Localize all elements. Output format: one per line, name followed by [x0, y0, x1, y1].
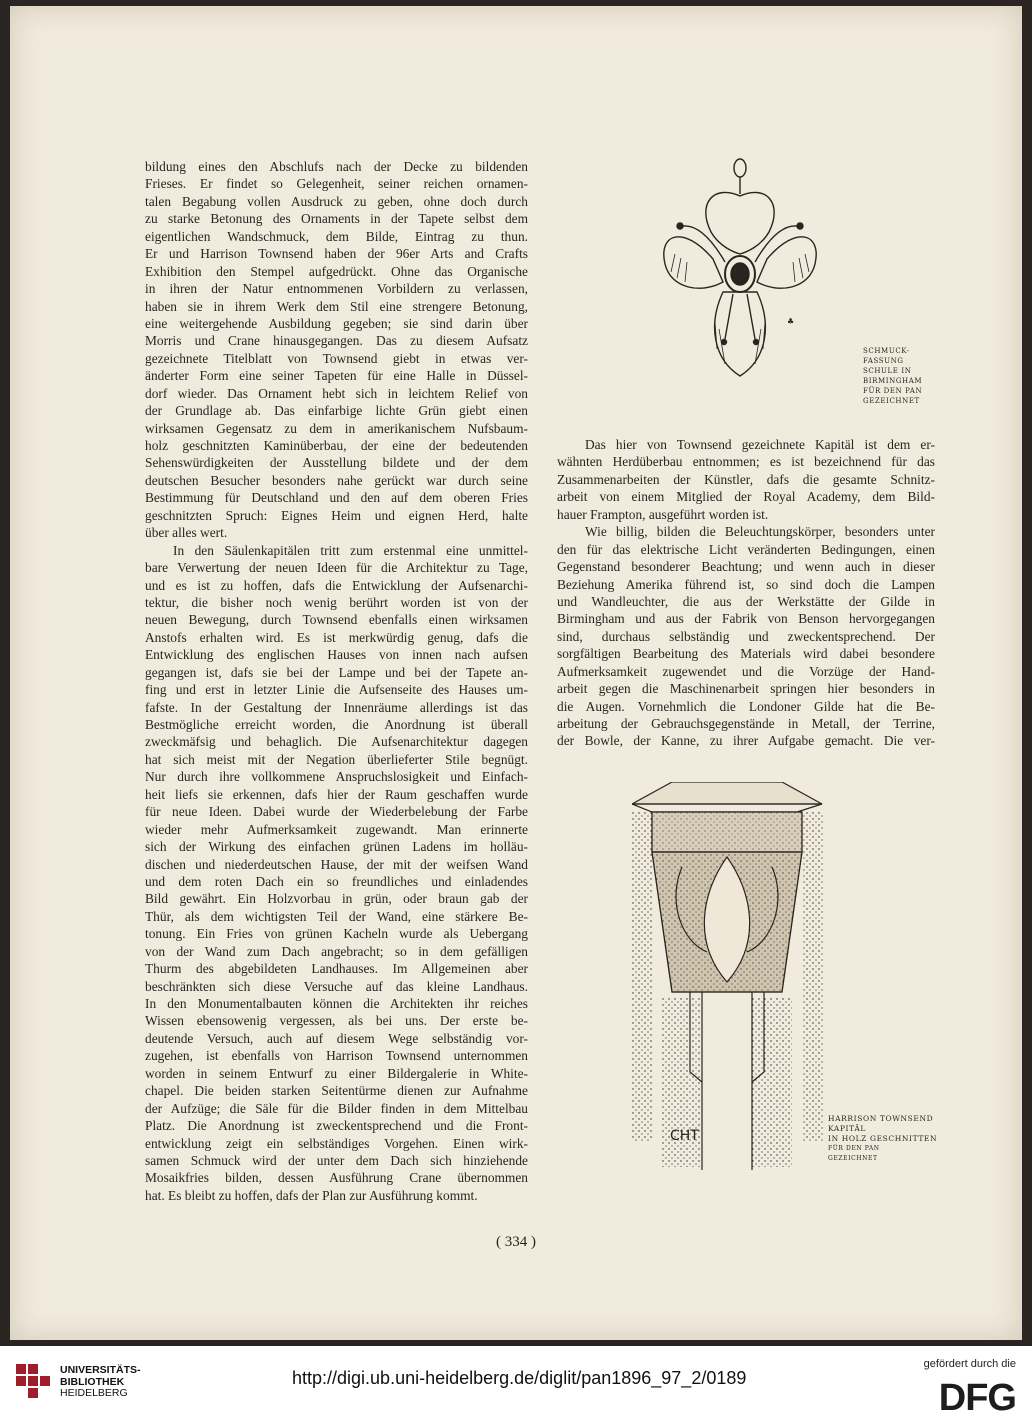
- svg-text:♣: ♣: [787, 317, 795, 326]
- text-line: Das hier von Townsend gezeichnete Kapitäl ist dem er-: [585, 437, 935, 452]
- text-line: Frieses. Er findet so Gelegenheit, seiner reichen ornamen-: [145, 176, 528, 192]
- caption-line: HARRISON TOWNSEND: [828, 1114, 934, 1123]
- text-line: Thurm des abgebildeten Landhauses. Im Allgemeinen aber: [145, 961, 528, 977]
- text-line: den für das elektrische Licht veränderten Bedingungen, einen: [557, 541, 935, 557]
- page-number-value: 334: [504, 1234, 528, 1250]
- text-line: wieder mehr Aufmerksamkeit zugewandt. Man erinnerte: [145, 821, 528, 837]
- text-line: haben sie in ihrem Werk dem Stil eine strengere Betonung,: [145, 298, 528, 314]
- caption-line: SCHMUCK-: [863, 347, 910, 355]
- library-line: UNIVERSITÄTS-: [60, 1364, 141, 1376]
- text-line: fing und erst in letzter Linie die Aufsenseite des Hauses um-: [145, 682, 528, 698]
- illustration-signature: CHT: [670, 1128, 699, 1144]
- text-line: Er und Harrison Townsend haben der 96er Arts and Crafts: [145, 246, 528, 262]
- text-line: zugehen, ist ebenfalls von Harrison Townsend unternommen: [145, 1048, 528, 1064]
- caption-line: KAPITÄL: [828, 1124, 866, 1133]
- text-line: In den Säulenkapitälen tritt zum erstenmal eine unmittel-: [173, 542, 528, 558]
- text-line: der Aufzüge; die Säle für die Bilder finden in dem Mittelbau: [145, 1100, 528, 1116]
- text-line: Beziehung Amerika führend ist, so sind doch die Lampen: [557, 576, 935, 592]
- text-line: deutschen Besucher besonders nahe gerückt war durch seine: [145, 472, 528, 488]
- text-line: arbeit von einem Mitglied der Royal Academy, dem Bild-: [557, 489, 935, 505]
- text-line: Wissen ebensowenig vergessen, als bei uns. Der erste be-: [145, 1013, 528, 1029]
- text-line: zweckmäfsig und behaglich. Die Aufsenarchitektur dagegen: [145, 734, 528, 750]
- text-line: bildung eines den Abschlufs nach der Decke zu bildenden: [145, 159, 528, 174]
- caption-line: IN HOLZ GESCHNITTEN: [828, 1134, 938, 1143]
- page-number-bracket-right: ): [527, 1234, 536, 1250]
- text-line: dorf wieder. Das Ornament hebt sich in leichtem Relief von: [145, 385, 528, 401]
- library-line: HEIDELBERG: [60, 1387, 128, 1399]
- source-url-link[interactable]: http://digi.ub.uni-heidelberg.de/diglit/pan1896_97_2/0189: [292, 1368, 747, 1388]
- text-line: wirksamen Gegensatz zu dem in amerikanischem Nufsbaum-: [145, 420, 528, 436]
- text-line: Anstofs erhalten wird. Es ist merkwürdig genug, dafs die: [145, 629, 528, 645]
- text-line: geschnitzten Spruch: Eignes Heim und eignen Herd, halte: [145, 507, 528, 523]
- text-line: die Augen. Vornehmlich die Londoner Gilde hat die Be-: [557, 698, 935, 714]
- text-line: Zusammenarbeiten der Künstler, dafs die gesamte Schnitz-: [557, 471, 935, 487]
- caption-line: FÜR DEN PAN: [828, 1145, 880, 1152]
- text-line: eine weitergehende Ausbildung gegeben; sie sind darin über: [145, 315, 528, 331]
- caption-line: GEZEICHNET: [828, 1155, 878, 1162]
- text-line: und dem roten Dach ein so freundliches und einladendes: [145, 873, 528, 889]
- text-line: holz geschnitzten Kaminüberbau, der eine der bedeutenden: [145, 438, 528, 453]
- library-line: BIBLIOTHEK: [60, 1375, 125, 1388]
- text-line: Bild gewährt. Ein Holzvorbau in grün, oder braun gab der: [145, 891, 528, 907]
- text-line: Entwicklung des englischen Hauses von innen nach aufsen: [145, 647, 528, 663]
- text-line: Morris und Crane hinausgegangen. Das zu diesem Aufsatz: [145, 333, 528, 349]
- text-line: wähnten Herdüberbau entnommen; es ist bezeichnend für das: [557, 454, 935, 470]
- text-line: gezeichnete Titelblatt von Townsend giebt in etwas ver-: [145, 350, 528, 366]
- text-line: sorgfältigen Bearbeitung des Materials wird dabei besondere: [557, 646, 935, 662]
- text-line: Birmingham und aus der Fabrik von Benson hervorgegangen: [557, 611, 935, 627]
- text-line: Gegenstand besonderer Beachtung; und wenn auch in dieser: [557, 559, 935, 575]
- text-line: sich der Wirkung des einfachen grünen Ladens im holläu-: [145, 839, 528, 855]
- text-line: fafste. In der Gestaltung der Innenräume allerdings ist das: [145, 699, 528, 715]
- caption-line: SCHULE IN: [863, 367, 912, 375]
- text-line: Nur durch ihre vollkommene Anspruchslosigkeit und Einfach-: [145, 769, 528, 785]
- text-line: über alles wert.: [145, 525, 228, 541]
- text-line: In den Monumentalbauten können die Architekten ihr reiches: [145, 996, 528, 1011]
- text-line: heit liefs sie erkennen, dafs hier der Raum geschaffen wurde: [145, 786, 528, 802]
- text-line: in ihren der Natur entnommenen Vorbildern zu verlassen,: [145, 281, 528, 297]
- text-line: chapel. Die beiden starken Seitentürme dienen zur Aufnahme: [145, 1083, 528, 1099]
- text-line: neuen Bewegung, durch Townsend ebenfalls einen wirksamen: [145, 612, 528, 628]
- university-library-name: [60, 1365, 141, 1400]
- text-line: Aufmerksamkeit zugewendet und die Vorzüge der Hand-: [557, 663, 935, 679]
- text-line: der Grundlage ab. Das einfarbige lichte Grün giebt einen: [145, 403, 528, 419]
- text-line: und Wandleuchter, die aus der Werkstätte der Gilde in: [557, 593, 935, 609]
- left-text-column: [145, 158, 528, 1204]
- text-line: Mosaikfries bilden, dessen Ausführung Crane übernommen: [145, 1170, 528, 1186]
- text-line: Bestmögliche erreicht worden, die Anordnung ist überall: [145, 717, 528, 732]
- jewelry-pendant-illustration: [653, 154, 853, 384]
- text-line: dischen und niederdeutschen Hause, der mit der weifsen Wand: [145, 856, 528, 872]
- text-line: bare Verwertung der neuen Ideen für die Architektur zu Tage,: [145, 560, 528, 576]
- text-line: entwicklung zeigt ein selbständiges Vorgehen. Einen wirk-: [145, 1135, 528, 1151]
- text-line: hat sich meist mit der Negation überlieferter Stile begnügt.: [145, 751, 528, 767]
- text-line: tektur, die bisher noch wenig berührt worden ist von der: [145, 594, 528, 610]
- footer-bar: [0, 1346, 1032, 1426]
- text-line: deutende Versuch, auch auf diesem Wege selbständig vor-: [145, 1030, 528, 1046]
- text-line: Bestimmung für Deutschland und den auf dem oberen Fries: [145, 490, 528, 506]
- text-line: Platz. Die Anordnung ist zweckentsprechend und die Front-: [145, 1118, 528, 1134]
- text-line: samen Schmuck wird der unter dem Dach sich hinziehende: [145, 1152, 528, 1168]
- text-line: talen Begabung vollen Ausdruck zu geben, ohne doch durch: [145, 193, 528, 209]
- capital-column-illustration: [632, 782, 832, 1177]
- caption-line: FÜR DEN PAN: [863, 387, 923, 395]
- text-line: arbeit gegen die Maschinenarbeit springen hier besonders in: [557, 681, 935, 697]
- text-line: hauer Frampton, ausgeführt worden ist.: [557, 506, 769, 522]
- text-line: und es ist zu hoffen, dafs die Entwicklung der Aufsenarchi-: [145, 577, 528, 593]
- scanned-page: [10, 6, 1022, 1340]
- caption-jewelry: [863, 346, 922, 406]
- text-line: sind, durchaus selbständig und zweckentsprechend. Der: [557, 628, 935, 644]
- text-line: arbeitung der Gebrauchsgegenstände in Metall, der Terrine,: [557, 716, 935, 731]
- caption-line: FASSUNG: [863, 357, 904, 365]
- text-line: tonung. Ein Fries von grünen Kacheln wurde als Uebergang: [145, 926, 528, 942]
- funding-note: gefördert durch die: [923, 1358, 1016, 1370]
- caption-capital: [828, 1114, 937, 1164]
- caption-line: BIRMINGHAM: [863, 377, 923, 385]
- text-line: der Bowle, der Kanne, zu ihrer Aufgabe gemacht. Die ver-: [557, 733, 935, 749]
- text-line: beschränkten sich diese Versuche auf das kleine Landhaus.: [145, 978, 528, 994]
- text-line: änderter Form eine seiner Tapeten für eine Halle in Düssel-: [145, 368, 528, 384]
- text-line: Exhibition den Stempel aufgedrückt. Ohne das Organische: [145, 263, 528, 279]
- text-line: Thür, als dem wichtigsten Teil der Wand, eine stärkere Be-: [145, 908, 528, 924]
- page-number-bracket-left: (: [496, 1234, 505, 1250]
- caption-line: GEZEICHNET: [863, 397, 920, 405]
- text-line: eigentlichen Wandschmuck, dem Bilde, Eintrag zu thun.: [145, 228, 528, 244]
- university-library-logo-icon: [14, 1362, 54, 1402]
- text-line: Sehenswürdigkeiten der Ausstellung bildete und der dem: [145, 455, 528, 471]
- text-line: Wie billig, bilden die Beleuchtungskörper, besonders unter: [585, 524, 935, 540]
- text-line: gegangen ist, dafs sie bei der Lampe und bei der Tapete an-: [145, 664, 528, 680]
- text-line: worden in seinem Entwurf zu einer Bildergalerie in White-: [145, 1065, 528, 1081]
- text-line: für neue Ideen. Dabei wurde der Wiederbelebung der Farbe: [145, 804, 528, 820]
- page-number: [10, 1234, 1022, 1251]
- text-line: hat. Es bleibt zu hoffen, dafs der Plan zur Ausführung kommt.: [145, 1187, 478, 1203]
- right-text-column: [557, 436, 935, 750]
- text-line: zu starke Betonung des Ornaments in der Tapete selbst dem: [145, 211, 528, 227]
- dfg-logo: DFG: [938, 1377, 1016, 1419]
- text-line: von der Wand zum Dach angebracht; so in dem gefälligen: [145, 943, 528, 959]
